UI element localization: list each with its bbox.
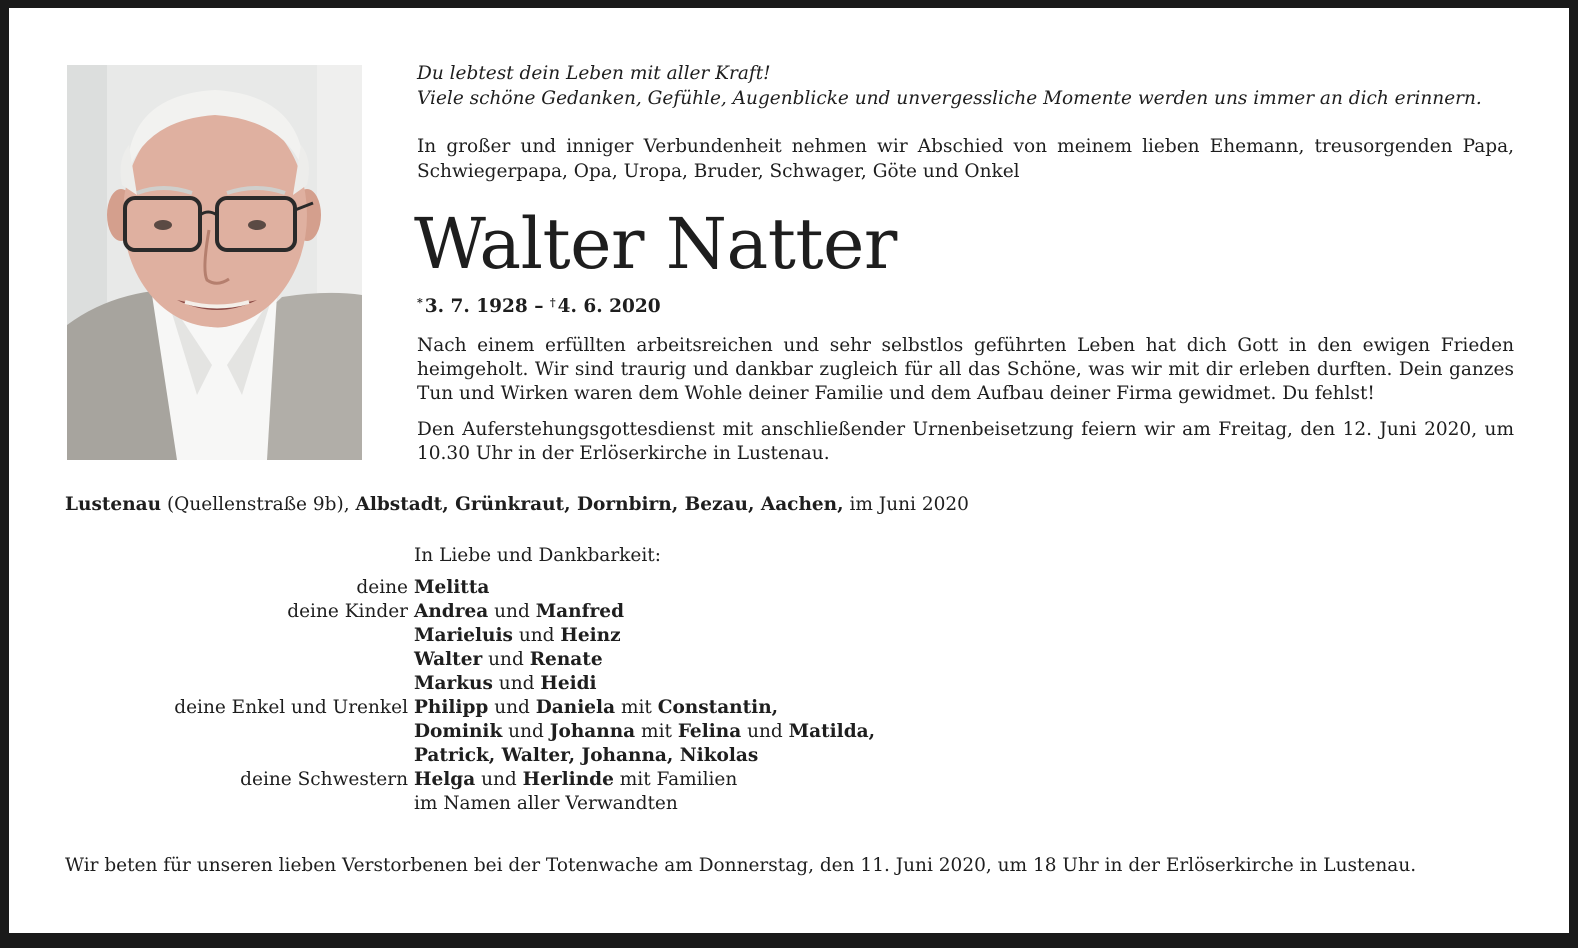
family-names	[414, 624, 621, 648]
portrait-photo	[67, 65, 362, 460]
place-line	[65, 494, 969, 515]
family-connector-text: im Namen aller Verwandten	[414, 793, 678, 814]
life-dates	[417, 296, 661, 317]
family-relation: deine	[356, 577, 408, 598]
family-names	[414, 768, 737, 792]
family-relation	[60, 744, 414, 768]
family-relation: deine Kinder	[287, 601, 408, 622]
family-row	[60, 792, 960, 816]
family-names	[414, 696, 778, 720]
family-names	[414, 648, 603, 672]
family-member-name: Heinz	[560, 625, 621, 646]
family-names	[414, 600, 624, 624]
family-connector-text: mit	[615, 697, 658, 718]
family-member-name: Melitta	[414, 577, 490, 598]
closing-line: In Liebe und Dankbarkeit:	[414, 545, 661, 566]
service-paragraph: Den Auferstehungsgottesdienst mit anschließender Urnenbeisetzung feiern wir am Freitag, den 12. Juni 2020, um 10.30 Uhr in der Erlöserkirche in Lustenau.	[417, 419, 1514, 464]
family-names	[414, 792, 678, 816]
family-connector-text: mit Familien	[613, 769, 738, 790]
family-member-name: Heidi	[540, 673, 597, 694]
family-member-name: Constantin,	[657, 697, 779, 718]
family-member-name: Walter	[414, 649, 483, 670]
family-member-name: Patrick, Walter, Johanna, Nikolas	[414, 745, 759, 766]
date-separator: –	[527, 296, 550, 317]
family-names	[414, 720, 875, 744]
wake-notice: Wir beten für unseren lieben Verstorbenen bei der Totenwache am Donnerstag, den 11. Juni 2020, um 18 Uhr in der Erlöserkirche in Lustenau.	[65, 855, 1417, 876]
family-relation	[60, 624, 414, 648]
family-relation: deine Enkel und Urenkel	[174, 697, 408, 718]
family-connector-text: und	[482, 649, 530, 670]
family-row	[60, 720, 960, 744]
family-member-name: Helga	[414, 769, 476, 790]
deceased-name: Walter Natter	[414, 203, 897, 285]
motto-line-2: Viele schöne Gedanken, Gefühle, Augenblicke und unvergessliche Momente werden uns immer an dich erinnern.	[417, 88, 1482, 109]
birth-date: 3. 7. 1928	[424, 296, 528, 317]
family-relation	[60, 672, 414, 696]
born-symbol: *	[417, 296, 423, 309]
family-connector-text: und	[488, 601, 536, 622]
family-row	[60, 576, 960, 600]
place-date: im Juni 2020	[843, 494, 969, 515]
family-member-name: Markus	[414, 673, 493, 694]
family-names	[414, 744, 758, 768]
family-connector-text: und	[488, 697, 536, 718]
family-row	[60, 768, 960, 792]
family-member-name: Renate	[529, 649, 603, 670]
family-relation	[60, 720, 414, 744]
family-member-name: Philipp	[414, 697, 489, 718]
family-member-name: Marieluis	[414, 625, 513, 646]
family-names	[414, 672, 597, 696]
family-row	[60, 600, 960, 624]
place-address: (Quellenstraße 9b),	[161, 494, 356, 515]
family-member-name: Felina	[677, 721, 742, 742]
family-row	[60, 672, 960, 696]
portrait-illustration	[67, 65, 362, 460]
family-member-name: Andrea	[414, 601, 489, 622]
family-list	[60, 576, 960, 816]
family-relation	[60, 792, 414, 816]
family-member-name: Dominik	[414, 721, 503, 742]
family-member-name: Herlinde	[522, 769, 614, 790]
family-connector-text: und	[741, 721, 789, 742]
family-row	[60, 624, 960, 648]
family-connector-text: und	[492, 673, 541, 694]
biography-paragraph: Nach einem erfüllten arbeitsreichen und sehr selbstlos geführten Leben hat dich Gott in den ewigen Frieden heimgeholt. Wir sind traurig und dankbar zugleich für all das Schöne, was wir mit dir erleben durften. Dein ganzes Tun und Wirken waren dem Wohle deiner Familie und dem Aufbau deiner Firma gewidmet. Du fehlst!	[417, 335, 1514, 404]
family-relation: deine Schwestern	[240, 769, 408, 790]
place-others: Albstadt, Grünkraut, Dornbirn, Bezau, Aachen,	[355, 494, 844, 515]
family-member-name: Johanna	[549, 721, 636, 742]
family-member-name: Manfred	[535, 601, 625, 622]
intro-text: In großer und inniger Verbundenheit nehmen wir Abschied von meinem lieben Ehemann, treusorgenden Papa, Schwiegerpapa, Opa, Uropa, Bruder, Schwager, Göte und Onkel	[417, 136, 1514, 182]
place-city: Lustenau	[65, 494, 162, 515]
family-connector-text: und	[475, 769, 523, 790]
family-connector-text: und	[502, 721, 550, 742]
family-member-name: Daniela	[535, 697, 616, 718]
motto	[417, 61, 1514, 111]
died-symbol: †	[549, 296, 556, 309]
death-date: 4. 6. 2020	[557, 296, 661, 317]
family-row	[60, 648, 960, 672]
motto-line-1: Du lebtest dein Leben mit aller Kraft!	[417, 63, 771, 84]
family-names	[414, 576, 489, 600]
family-connector-text: mit	[635, 721, 678, 742]
family-member-name: Matilda,	[788, 721, 876, 742]
family-row	[60, 696, 960, 720]
family-connector-text: und	[512, 625, 561, 646]
family-row	[60, 744, 960, 768]
family-relation	[60, 648, 414, 672]
